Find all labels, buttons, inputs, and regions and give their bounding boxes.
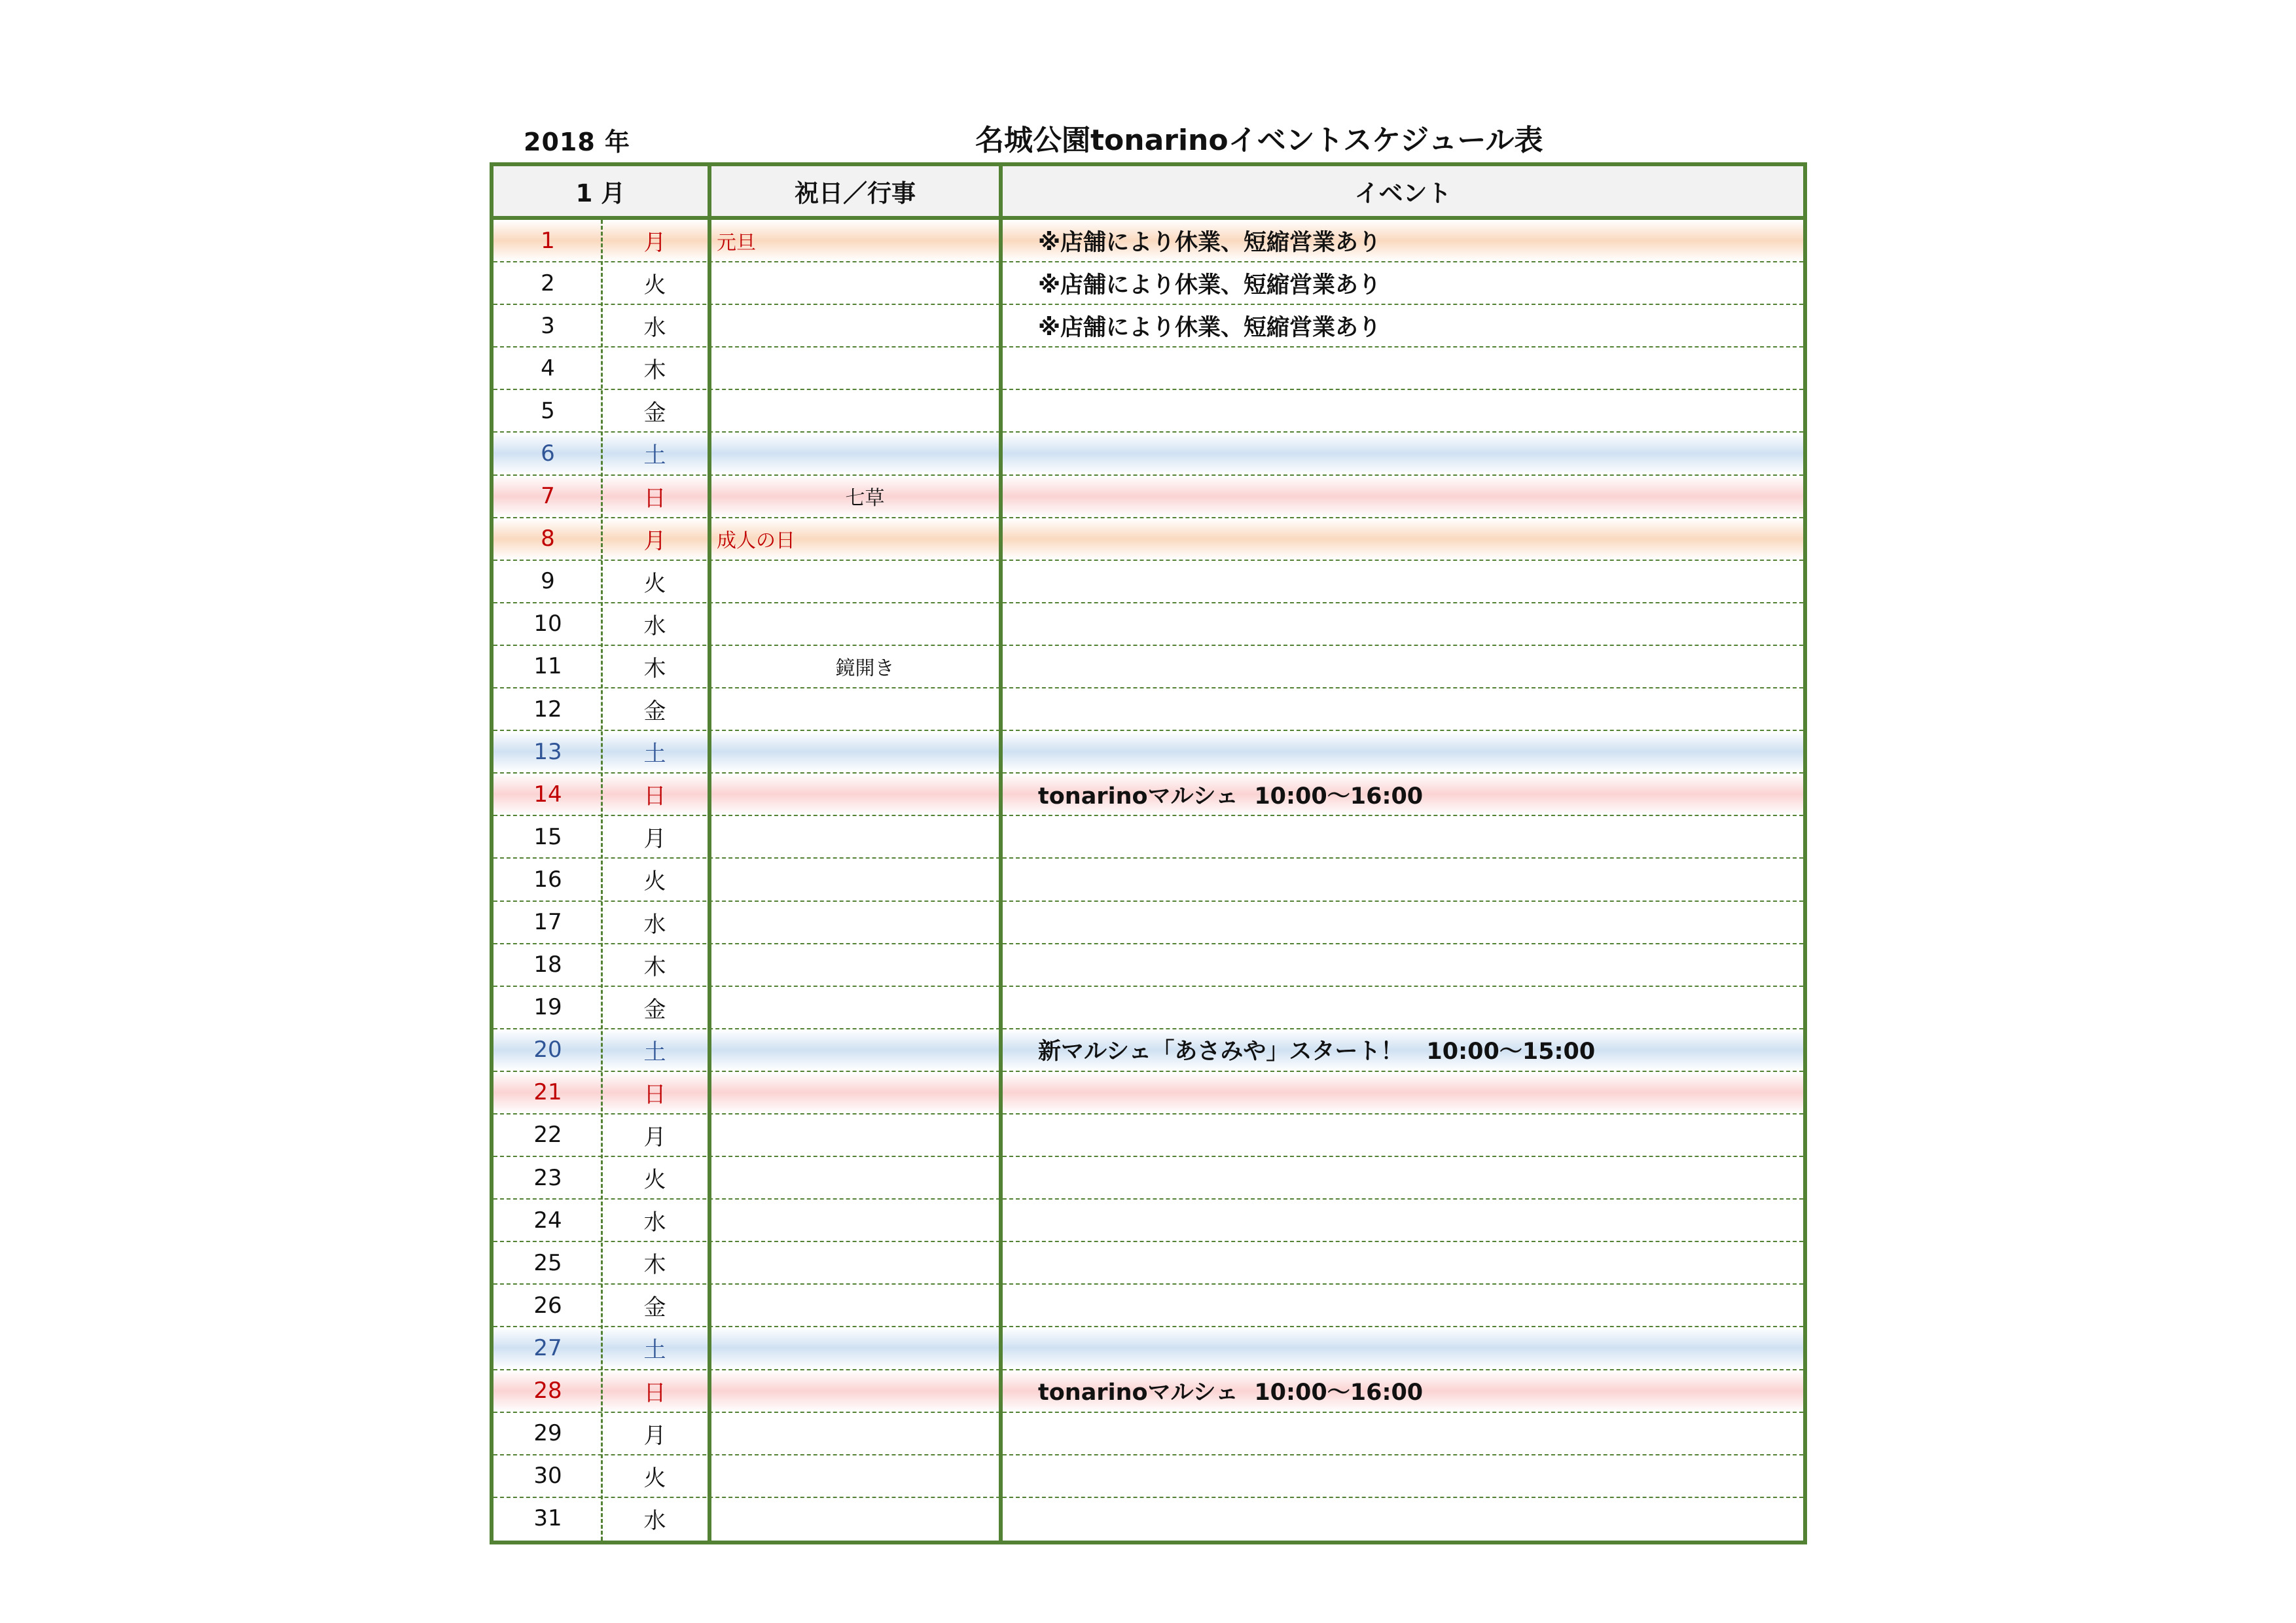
- day-of-week: 火: [643, 272, 666, 299]
- day-of-week: 日: [643, 1081, 666, 1108]
- event-cell: [1003, 987, 1803, 1028]
- table-row: [493, 816, 1803, 859]
- day-number: 4: [541, 355, 555, 382]
- day-number: 1: [541, 227, 555, 254]
- table-row: [493, 902, 1803, 944]
- event-cell: [1003, 816, 1803, 857]
- column-divider: [708, 166, 711, 1541]
- day-number: 8: [541, 526, 555, 552]
- day-number: 29: [533, 1420, 562, 1447]
- month-header: 1 月: [575, 179, 626, 207]
- event-cell: [1003, 348, 1803, 389]
- day-number: 5: [541, 397, 555, 424]
- day-number: 9: [541, 568, 555, 595]
- holiday-cell: [711, 1157, 999, 1198]
- event-cell: [1003, 1498, 1803, 1539]
- event-cell: [1003, 476, 1803, 517]
- event-cell: [1003, 561, 1803, 602]
- event-cell: [1003, 902, 1803, 943]
- day-number: 11: [533, 653, 562, 680]
- table-row: [493, 305, 1803, 348]
- day-number: 20: [533, 1037, 562, 1063]
- event-cell: [1003, 1115, 1803, 1156]
- day-number: 7: [541, 483, 555, 510]
- table-row: [493, 1285, 1803, 1327]
- year-label: 2018 年: [524, 128, 630, 156]
- day-number: 2: [541, 270, 555, 296]
- day-of-week: 土: [643, 1039, 666, 1065]
- page-title: 名城公園tonarinoイベントスケジュール表: [975, 124, 1543, 157]
- day-number: 15: [533, 823, 562, 850]
- day-number: 12: [533, 696, 562, 722]
- holiday-cell: [711, 944, 999, 986]
- event-cell: [1003, 1413, 1803, 1454]
- holiday-header: 祝日／行事: [795, 179, 916, 207]
- day-of-week: 土: [643, 442, 666, 469]
- day-of-week: 金: [643, 1294, 666, 1321]
- table-row: [493, 688, 1803, 731]
- table-row: [493, 433, 1803, 475]
- event-cell: ※店舗により休業、短縮営業あり: [1038, 314, 1382, 341]
- holiday-cell: [711, 348, 999, 389]
- day-of-week: 木: [643, 954, 666, 980]
- event-cell: [1003, 603, 1803, 645]
- day-number: 28: [533, 1378, 562, 1404]
- table-row: [493, 348, 1803, 390]
- event-cell: 新マルシェ「あさみや」スタート！ 10:00～15:00: [1038, 1039, 1596, 1065]
- day-of-week: 日: [643, 1380, 666, 1406]
- day-of-week: 月: [643, 1422, 666, 1449]
- table-row: [493, 1498, 1803, 1541]
- event-cell: [1003, 1285, 1803, 1326]
- day-of-week: 金: [643, 698, 666, 725]
- holiday-cell: [711, 1242, 999, 1283]
- event-cell: ※店舗により休業、短縮営業あり: [1038, 272, 1382, 298]
- holiday-cell: [711, 1072, 999, 1113]
- holiday-cell: 成人の日: [717, 529, 795, 553]
- day-number: 30: [533, 1463, 562, 1489]
- day-number: 16: [533, 866, 562, 893]
- day-number: 23: [533, 1164, 562, 1191]
- schedule-table: [490, 162, 1807, 1544]
- holiday-cell: [711, 902, 999, 943]
- table-row: [493, 1242, 1803, 1285]
- table-row: [493, 518, 1803, 561]
- holiday-cell: [711, 1200, 999, 1241]
- holiday-cell: [711, 262, 999, 304]
- event-cell: [1003, 1327, 1803, 1368]
- day-number: 14: [533, 781, 562, 808]
- day-number: 13: [533, 738, 562, 765]
- holiday-cell: [711, 1413, 999, 1454]
- holiday-cell: [711, 603, 999, 645]
- day-of-week: 火: [643, 868, 666, 895]
- table-row: [493, 390, 1803, 433]
- holiday-cell: [711, 433, 999, 474]
- table-row: [493, 476, 1803, 518]
- event-cell: [1003, 944, 1803, 986]
- holiday-cell: [711, 1455, 999, 1497]
- table-row: [493, 774, 1803, 816]
- holiday-cell: [711, 1285, 999, 1326]
- day-number: 10: [533, 611, 562, 637]
- day-of-week: 月: [643, 527, 666, 554]
- holiday-cell: 鏡開き: [835, 657, 895, 681]
- table-row: [493, 1200, 1803, 1242]
- event-cell: [1003, 688, 1803, 730]
- holiday-cell: 元旦: [717, 231, 756, 255]
- column-divider: [999, 166, 1003, 1541]
- holiday-cell: [711, 859, 999, 900]
- event-cell: tonarinoマルシェ 10:00～16:00: [1038, 783, 1424, 810]
- day-of-week: 水: [643, 1507, 666, 1534]
- table-row: [493, 731, 1803, 774]
- day-of-week: 金: [643, 996, 666, 1023]
- day-of-week: 月: [643, 1124, 666, 1150]
- event-cell: [1003, 1157, 1803, 1198]
- holiday-cell: [711, 390, 999, 431]
- event-cell: [1003, 390, 1803, 431]
- event-cell: [1003, 1455, 1803, 1497]
- event-cell: [1003, 1072, 1803, 1113]
- table-row: [493, 220, 1803, 262]
- table-row: [493, 1370, 1803, 1413]
- day-number: 26: [533, 1292, 562, 1319]
- event-cell: [1003, 518, 1803, 560]
- holiday-cell: [711, 1327, 999, 1368]
- holiday-cell: 七草: [845, 487, 885, 510]
- table-row: [493, 944, 1803, 987]
- holiday-cell: [711, 816, 999, 857]
- holiday-cell: [711, 1029, 999, 1071]
- day-number: 27: [533, 1334, 562, 1361]
- table-row: [493, 603, 1803, 646]
- day-rows: [493, 220, 1803, 1541]
- holiday-cell: [711, 987, 999, 1028]
- event-cell: [1003, 1242, 1803, 1283]
- holiday-cell: [711, 305, 999, 346]
- table-row: [493, 561, 1803, 603]
- table-row: [493, 646, 1803, 688]
- table-row: [493, 1327, 1803, 1370]
- day-of-week: 月: [643, 826, 666, 853]
- event-cell: [1003, 1200, 1803, 1241]
- table-row: [493, 1115, 1803, 1157]
- event-header: イベント: [1354, 179, 1452, 207]
- day-of-week: 火: [643, 1465, 666, 1491]
- event-cell: [1003, 433, 1803, 474]
- day-number: 3: [541, 312, 555, 339]
- day-of-week: 水: [643, 613, 666, 639]
- day-number: 22: [533, 1122, 562, 1149]
- table-row: [493, 1157, 1803, 1200]
- day-of-week: 木: [643, 357, 666, 384]
- holiday-cell: [711, 1370, 999, 1412]
- day-number: 6: [541, 440, 555, 467]
- day-number: 19: [533, 994, 562, 1021]
- day-number: 17: [533, 909, 562, 935]
- day-number: 24: [533, 1207, 562, 1234]
- day-of-week: 水: [643, 315, 666, 342]
- event-cell: ※店舗により休業、短縮営業あり: [1038, 229, 1382, 256]
- day-of-week: 日: [643, 485, 666, 512]
- day-number: 31: [533, 1505, 562, 1532]
- day-number: 21: [533, 1079, 562, 1106]
- day-of-week: 水: [643, 1209, 666, 1236]
- holiday-cell: [711, 561, 999, 602]
- holiday-cell: [711, 1498, 999, 1539]
- day-of-week: 火: [643, 1167, 666, 1194]
- day-of-week: 木: [643, 1252, 666, 1279]
- event-cell: [1003, 646, 1803, 687]
- event-cell: [1003, 731, 1803, 772]
- day-of-week: 金: [643, 400, 666, 427]
- day-of-week: 火: [643, 570, 666, 597]
- day-of-week: 月: [643, 230, 666, 256]
- table-row: [493, 1413, 1803, 1455]
- table-row: [493, 1455, 1803, 1498]
- table-row: [493, 859, 1803, 901]
- day-of-week: 土: [643, 741, 666, 768]
- holiday-cell: [711, 688, 999, 730]
- holiday-cell: [711, 1115, 999, 1156]
- holiday-cell: [711, 731, 999, 772]
- day-divider: [601, 220, 603, 1541]
- event-cell: [1003, 859, 1803, 900]
- table-row: [493, 1029, 1803, 1072]
- table-row: [493, 987, 1803, 1029]
- day-of-week: 土: [643, 1337, 666, 1364]
- day-of-week: 日: [643, 783, 666, 810]
- event-cell: tonarinoマルシェ 10:00～16:00: [1038, 1380, 1424, 1406]
- day-number: 25: [533, 1249, 562, 1276]
- day-of-week: 水: [643, 911, 666, 938]
- table-row: [493, 1072, 1803, 1115]
- holiday-cell: [711, 774, 999, 815]
- table-header: [493, 166, 1803, 220]
- day-number: 18: [533, 952, 562, 978]
- day-of-week: 木: [643, 655, 666, 682]
- table-row: [493, 262, 1803, 305]
